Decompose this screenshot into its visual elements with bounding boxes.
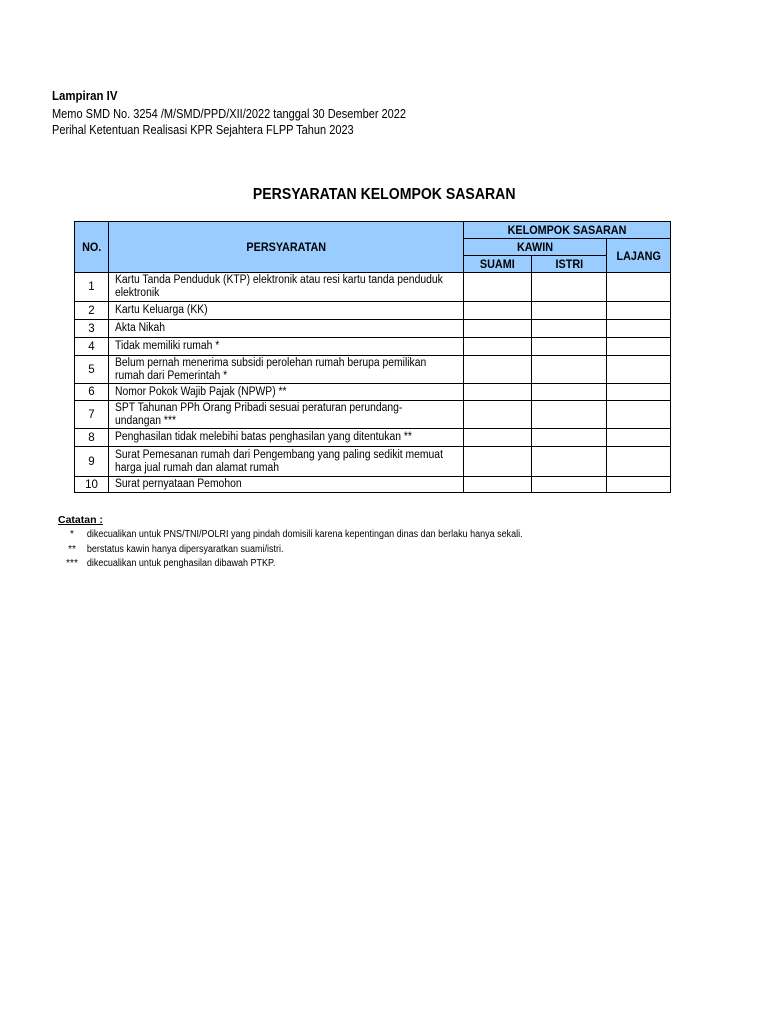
requirement-text: Penghasilan tidak melebihi batas penghasilan yang ditentukan **	[109, 429, 464, 447]
note-text: dikecualikan untuk PNS/TNI/POLRI yang pindah domisili karena kepentingan dinas dan berlaku hanya sekali.	[86, 529, 523, 540]
requirement-text: Akta Nikah	[109, 320, 464, 338]
suami-cell	[464, 401, 532, 429]
table-row	[75, 447, 671, 477]
istri-cell	[532, 384, 607, 401]
header-no: NO.	[75, 222, 109, 273]
table-row	[75, 401, 671, 429]
istri-cell	[532, 302, 607, 320]
lajang-cell	[607, 429, 671, 447]
istri-cell	[532, 401, 607, 429]
header-kawin: KAWIN	[464, 239, 607, 256]
table-row	[75, 384, 671, 401]
istri-cell	[532, 447, 607, 477]
suami-cell	[464, 477, 532, 493]
istri-cell	[532, 356, 607, 384]
lajang-cell	[607, 356, 671, 384]
row-number: 10	[75, 477, 109, 493]
note-item	[58, 528, 571, 543]
lajang-cell	[607, 273, 671, 302]
row-number: 1	[75, 273, 109, 302]
table-row	[75, 273, 671, 302]
istri-cell	[532, 273, 607, 302]
notes-heading: Catatan :	[58, 514, 103, 526]
table-row	[75, 302, 671, 320]
suami-cell	[464, 338, 532, 356]
row-number: 7	[75, 401, 109, 429]
lajang-cell	[607, 477, 671, 493]
requirement-text: Kartu Keluarga (KK)	[109, 302, 464, 320]
note-marker: ***	[66, 558, 78, 569]
lajang-cell	[607, 384, 671, 401]
note-item	[58, 557, 571, 572]
note-marker: **	[68, 543, 76, 555]
header-lajang: LAJANG	[607, 239, 671, 273]
requirement-text: Belum pernah menerima subsidi perolehan rumah berupa pemilikan rumah dari Pemerintah *	[109, 356, 464, 384]
lajang-cell	[607, 302, 671, 320]
header-persyaratan: PERSYARATAN	[109, 222, 464, 273]
lajang-cell	[607, 401, 671, 429]
document-header	[52, 88, 454, 138]
requirement-text: Tidak memiliki rumah *	[109, 338, 464, 356]
requirements-table	[74, 221, 671, 493]
requirement-text: Surat pernyataan Pemohon	[109, 477, 464, 493]
header-suami: SUAMI	[464, 256, 532, 273]
table-row	[75, 356, 671, 384]
row-number: 2	[75, 302, 109, 320]
requirement-text: Surat Pemesanan rumah dari Pengembang yang paling sedikit memuat harga jual rumah dan alamat rumah	[109, 447, 464, 477]
suami-cell	[464, 320, 532, 338]
attachment-label: Lampiran IV	[52, 88, 118, 103]
header-istri: ISTRI	[532, 256, 607, 273]
row-number: 5	[75, 356, 109, 384]
istri-cell	[532, 429, 607, 447]
suami-cell	[464, 273, 532, 302]
table-row	[75, 320, 671, 338]
header-kelompok-sasaran: KELOMPOK SASARAN	[464, 222, 671, 239]
istri-cell	[532, 338, 607, 356]
row-number: 4	[75, 338, 109, 356]
note-text: dikecualikan untuk penghasilan dibawah PTKP.	[86, 558, 276, 569]
istri-cell	[532, 477, 607, 493]
suami-cell	[464, 429, 532, 447]
note-marker: *	[70, 529, 74, 540]
row-number: 8	[75, 429, 109, 447]
memo-reference: Memo SMD No. 3254 /M/SMD/PPD/XII/2022 tanggal 30 Desember 2022	[52, 107, 407, 121]
table-row	[75, 338, 671, 356]
lajang-cell	[607, 320, 671, 338]
table-row	[75, 477, 671, 493]
suami-cell	[464, 356, 532, 384]
suami-cell	[464, 384, 532, 401]
memo-subject: Perihal Ketentuan Realisasi KPR Sejahtera FLPP Tahun 2023	[52, 123, 354, 137]
note-text: berstatus kawin hanya dipersyaratkan suami/istri.	[86, 543, 284, 555]
lajang-cell	[607, 447, 671, 477]
page-title: PERSYARATAN KELOMPOK SASARAN	[252, 186, 516, 203]
notes-section	[58, 514, 571, 572]
requirement-text: Kartu Tanda Penduduk (KTP) elektronik atau resi kartu tanda penduduk elektronik	[109, 273, 464, 302]
lajang-cell	[607, 338, 671, 356]
row-number: 6	[75, 384, 109, 401]
requirement-text: Nomor Pokok Wajib Pajak (NPWP) **	[109, 384, 464, 401]
requirement-text: SPT Tahunan PPh Orang Pribadi sesuai peraturan perundang-undangan ***	[109, 401, 464, 429]
istri-cell	[532, 320, 607, 338]
suami-cell	[464, 447, 532, 477]
table-row	[75, 429, 671, 447]
note-item	[58, 543, 571, 558]
row-number: 3	[75, 320, 109, 338]
suami-cell	[464, 302, 532, 320]
row-number: 9	[75, 447, 109, 477]
